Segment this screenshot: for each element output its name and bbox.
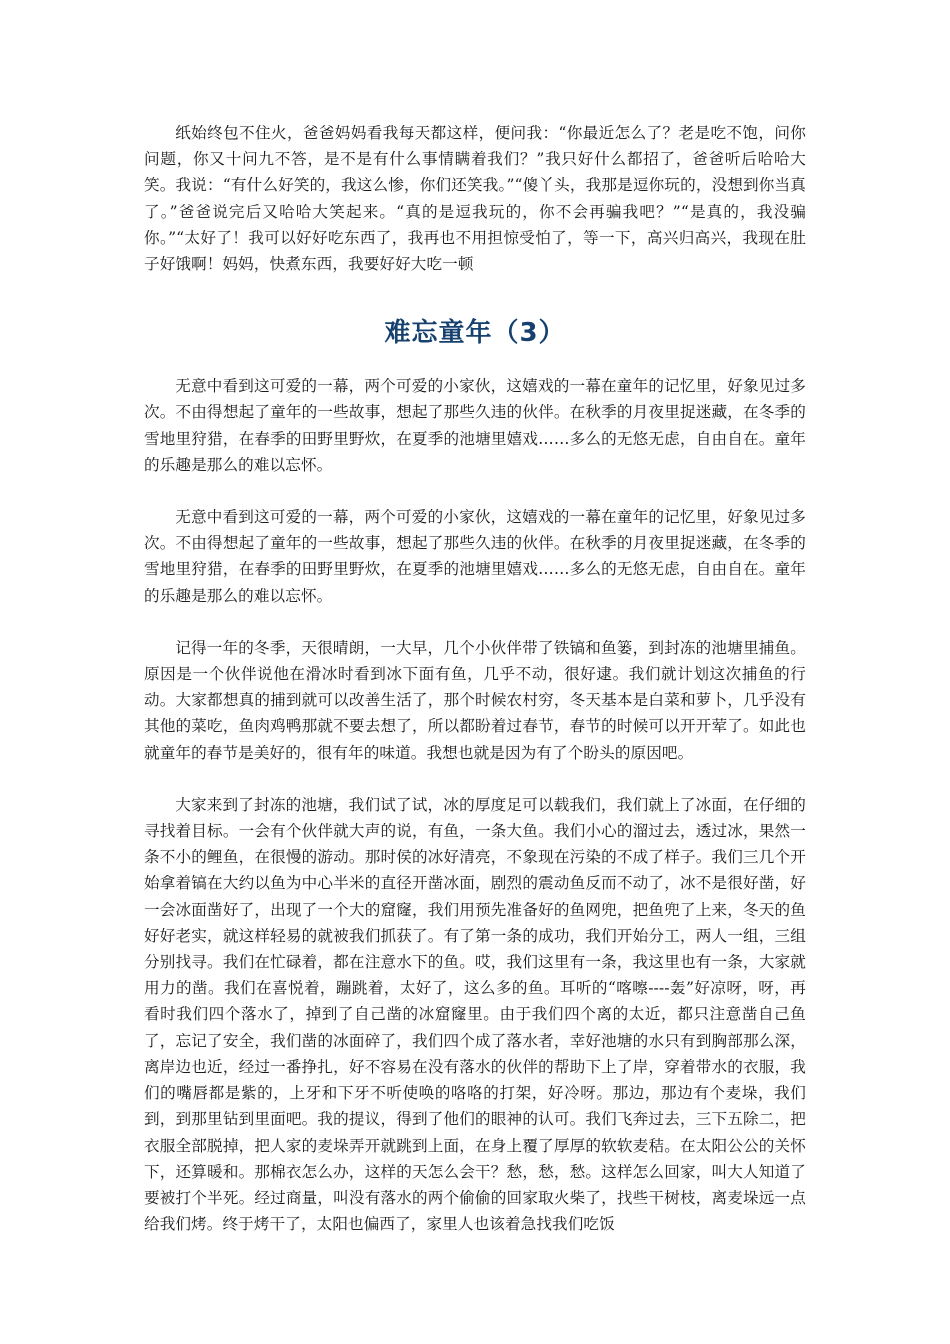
section-title: 难忘童年（3） [384, 318, 566, 349]
body-paragraph-3: 记得一年的冬季，天很晴朗，一大早，几个小伙伴带了铁镐和鱼篓，到封冻的池塘里捕鱼。原因是一个伙伴说他在滑冰时看到冰下面有鱼，几乎不动，很好逮。我们就计划这次捕鱼的行动。大家都想真的捕到就可以改善生活了，那个时候农村穷，冬天基本是白菜和萝卜，几乎没有其他的菜吃，鱼肉鸡鸭那就不要去想了，所以都盼着过春节，春节的时候可以开开荤了。如此也就童年的春节是美好的，很有年的味道。我想也就是因为有了个盼头的原因吧。 [144, 638, 806, 762]
intro-paragraph: 纸始终包不住火，爸爸妈妈看我每天都这样，便问我：“你最近怎么了？老是吃不饱，问你问题，你又十问九不答，是不是有什么事情瞒着我们？”我只好什么都招了，爸爸听后哈哈大笑。我说：“有什么好笑的，我这么惨，你们还笑我。”“傻丫头，我那是逗你玩的，没想到你当真了。”爸爸说完后又哈哈大笑起来。“真的是逗我玩的，你不会再骗我吧？”“是真的，我没骗你。”“太好了！我可以好好吃东西了，我再也不用担惊受怕了，等一下，高兴归高兴，我现在肚子好饿啊！妈妈，快煮东西，我要好好大吃一顿 [144, 124, 806, 274]
body-paragraph-2: 无意中看到这可爱的一幕，两个可爱的小家伙，这嬉戏的一幕在童年的记忆里，好象见过多次。不由得想起了童年的一些故事，想起了那些久违的伙伴。在秋季的月夜里捉迷藏，在冬季的雪地里狩猎，在春季的田野里野炊，在夏季的池塘里嬉戏……多么的无悠无虑，自由自在。童年的乐趣是那么的难以忘怀。 [144, 508, 806, 605]
body-paragraph-4: 大家来到了封冻的池塘，我们试了试，冰的厚度足可以载我们，我们就上了冰面，在仔细的寻找着目标。一会有个伙伴就大声的说，有鱼，一条大鱼。我们小心的溜过去，透过冰，果然一条不小的鲤鱼，在很慢的游动。那时侯的冰好清亮，不象现在污染的不成了样子。我们三几个开始拿着镐在大约以鱼为中心半米的直径开凿冰面，剧烈的震动鱼反而不动了，冰不是很好凿，好一会冰面凿好了，出现了一个大的窟窿，我们用预先准备好的鱼网兜，把鱼兜了上来，冬天的鱼好好老实，就这样轻易的就被我们抓获了。有了第一条的成功，我们开始分工，两人一组，三组分别找寻。我们在忙碌着，都在注意水下的鱼。哎，我们这里有一条，我这里也有一条，大家就用力的凿。我们在喜悦着，蹦跳着，太好了，这么多的鱼。耳听的“喀嚓----轰”好凉呀，呀，再看时我们四个落水了，掉到了自己凿的冰窟窿里。由于我们四个离的太近，都只注意凿自己鱼了，忘记了安全，我们凿的冰面碎了，我们四个成了落水者，幸好池塘的水只有到胸部那么深，离岸边也近，经过一番挣扎，好不容易在没有落水的伙伴的帮助下上了岸，穿着带水的衣服，我们的嘴唇都是紫的，上牙和下牙不听使唤的咯咯的打架，好冷呀。那边，那边有个麦垛，我们到，到那里钻到里面吧。我的提议，得到了他们的眼神的认可。我们飞奔过去，三下五除二，把衣服全部脱掉，把人家的麦垛弄开就跳到上面，在身上覆了厚厚的软软麦秸。在太阳公公的关怀下，还算暖和。那棉衣怎么办，这样的天怎么会干？愁，愁，愁。这样怎么回家，叫大人知道了要被打个半死。经过商量，叫没有落水的两个偷偷的回家取火柴了，找些干树枝，离麦垛远一点给我们烤。终于烤干了，太阳也偏西了，家里人也该着急找我们吃饭 [144, 795, 806, 1234]
document-page [144, 120, 806, 1237]
body-paragraph-1: 无意中看到这可爱的一幕，两个可爱的小家伙，这嬉戏的一幕在童年的记忆里，好象见过多次。不由得想起了童年的一些故事，想起了那些久违的伙伴。在秋季的月夜里捉迷藏，在冬季的雪地里狩猎，在春季的田野里野炊，在夏季的池塘里嬉戏……多么的无悠无虑，自由自在。童年的乐趣是那么的难以忘怀。 [144, 377, 806, 474]
